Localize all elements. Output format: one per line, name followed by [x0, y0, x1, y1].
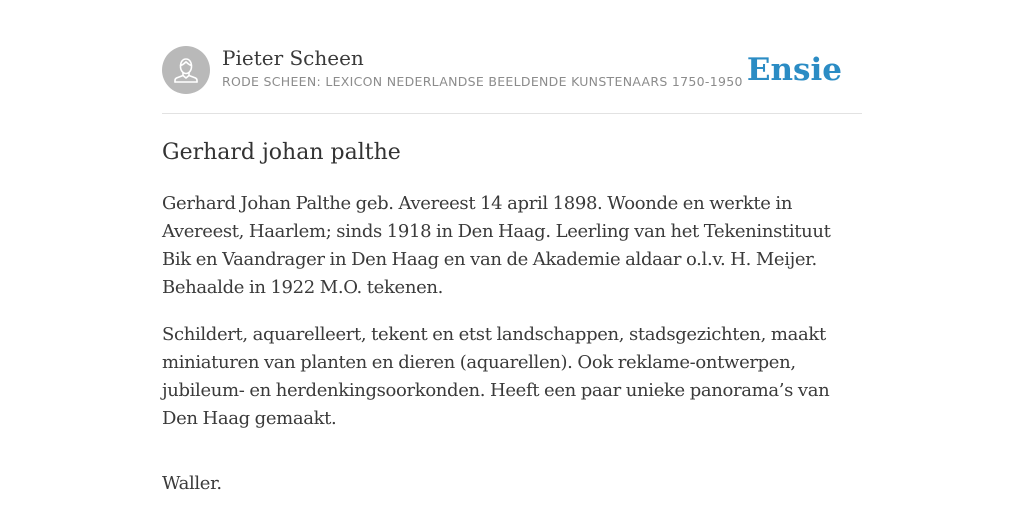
user-silhouette-icon — [162, 46, 210, 94]
paragraph: Schildert, aquarelleert, tekent en etst landschappen, stadsgezichten, maakt miniaturen van planten en dieren (aquarellen). Ook reklame-ontwerpen, jubileum- en herdenkingsoorkonden. Heeft een paar unieke panorama’s van Den Haag gemaakt. — [162, 324, 830, 429]
article-body — [162, 190, 862, 512]
author-avatar[interactable] — [162, 46, 210, 94]
header — [162, 46, 862, 98]
article-title: Gerhard johan palthe — [162, 140, 401, 165]
signature: Waller. — [162, 473, 222, 494]
brand-logo[interactable]: Ensie — [746, 52, 842, 88]
author-name[interactable]: Pieter Scheen — [222, 46, 364, 70]
paragraph: Gerhard Johan Palthe geb. Avereest 14 april 1898. Woonde en werkte in Avereest, Haarlem; sinds 1918 in Den Haag. Leerling van het Tekeninstituut Bik en Vaandrager in Den Haag en van de Akademie aldaar o.l.v. H. Meijer. Behaalde in 1922 M.O. tekenen. — [162, 193, 831, 298]
divider — [162, 113, 862, 114]
source-title[interactable]: RODE SCHEEN: LEXICON NEDERLANDSE BEELDENDE KUNSTENAARS 1750-1950 — [222, 74, 743, 89]
